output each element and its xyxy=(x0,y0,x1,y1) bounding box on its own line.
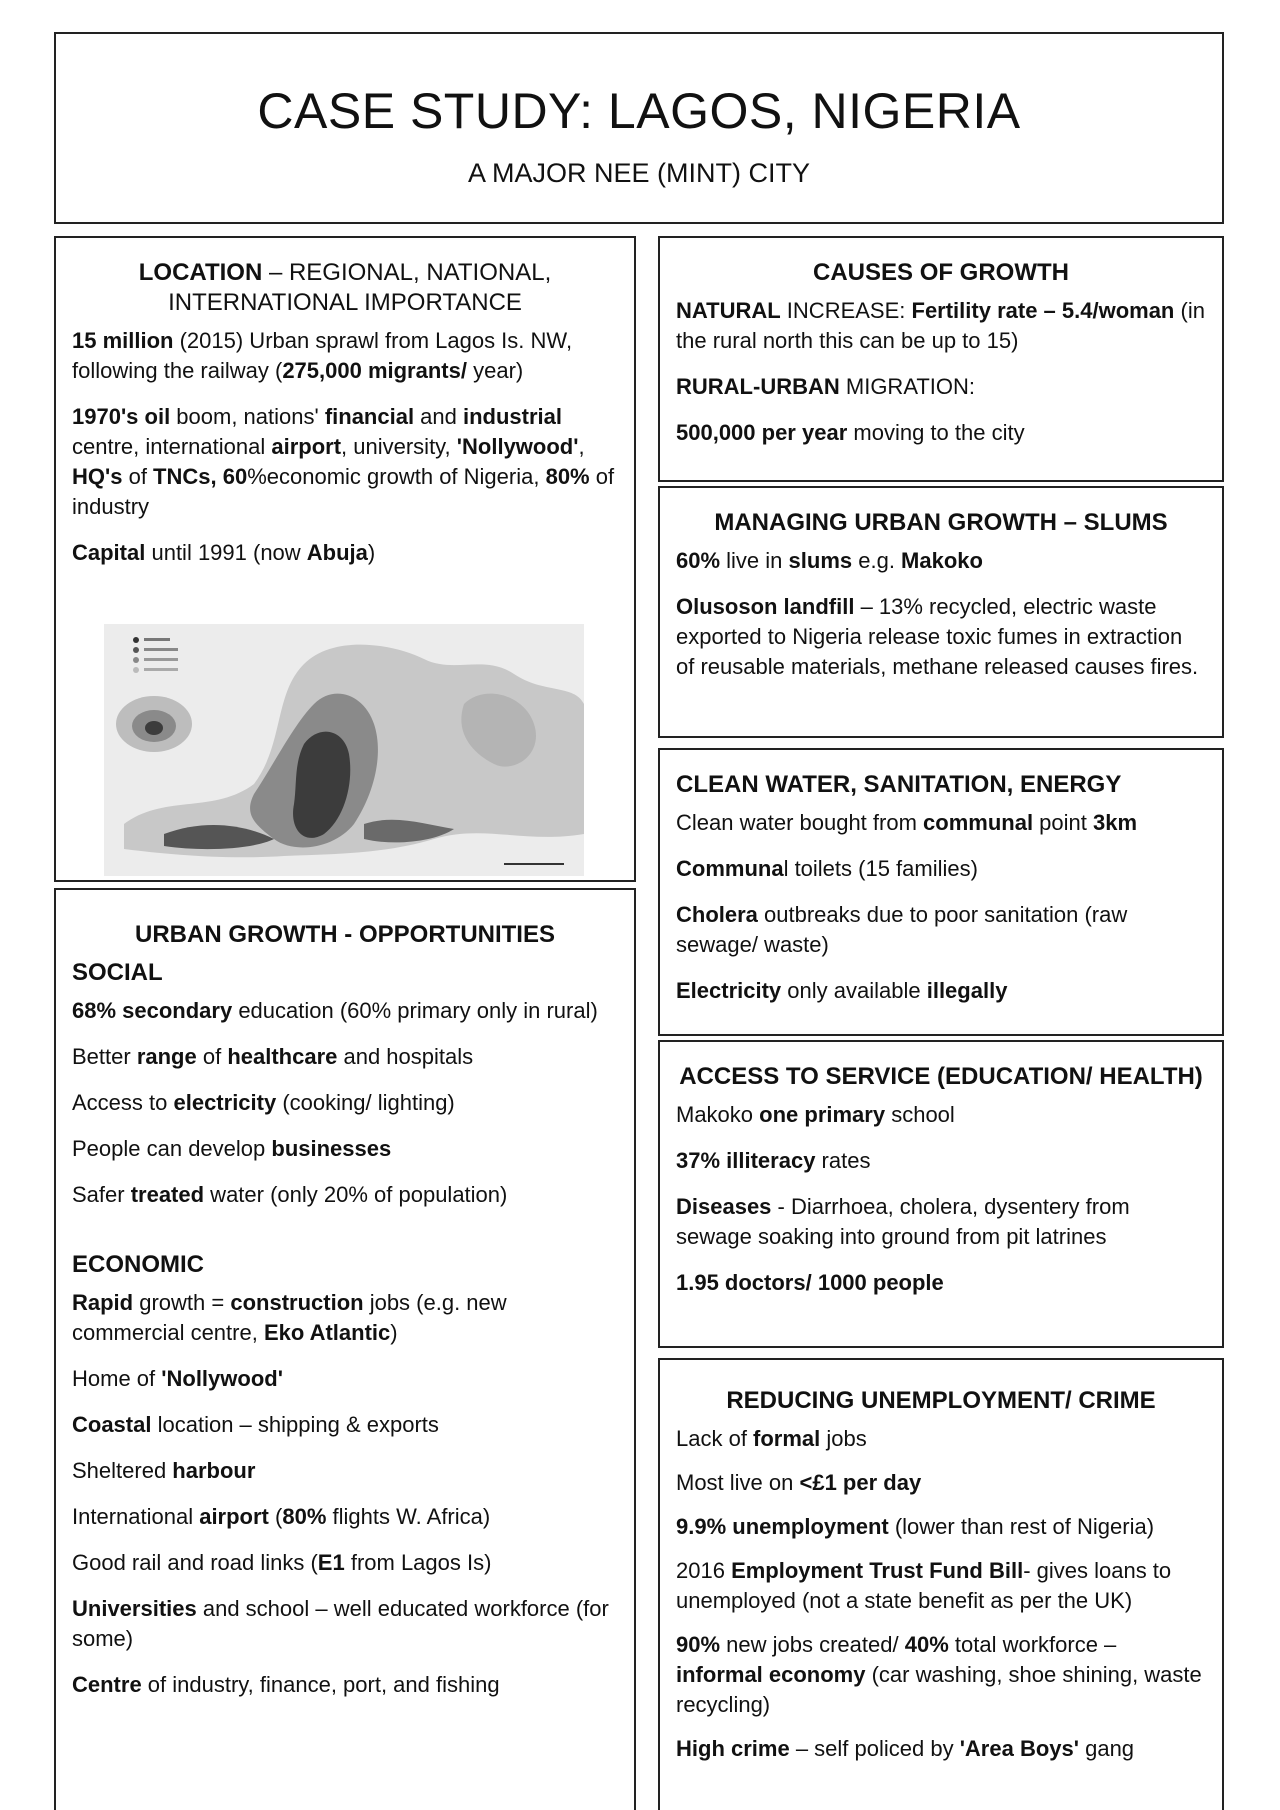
emphasis-text: RURAL-URBAN xyxy=(676,374,840,399)
title-box xyxy=(54,32,1224,224)
list-item xyxy=(676,546,1206,576)
body-text: gang xyxy=(1078,1736,1135,1761)
body-text: - Diarrhoea, cholera, dysentery from sewage soaking into ground from pit latrines xyxy=(676,1194,1130,1249)
lagos-map-image xyxy=(104,624,584,876)
emphasis-text: range xyxy=(136,1044,197,1069)
emphasis-text: Rapid xyxy=(72,1290,134,1315)
slums-section xyxy=(658,486,1224,738)
body-text: outbreaks due to poor sanitation (raw sewage/ waste) xyxy=(676,902,1128,957)
list-item xyxy=(676,854,1206,884)
emphasis-text: Coastal xyxy=(72,1412,152,1437)
body-text: of xyxy=(196,1044,228,1069)
list-item xyxy=(676,1424,1206,1454)
emphasis-text: 80% xyxy=(282,1504,327,1529)
location-paragraph xyxy=(72,402,618,522)
list-item xyxy=(72,1456,618,1486)
emphasis-text: 90% xyxy=(676,1632,721,1657)
body-text: from Lagos Is) xyxy=(344,1550,492,1575)
location-heading-rest: – REGIONAL, NATIONAL, INTERNATIONAL IMPORTANCE xyxy=(168,259,552,316)
body-text: Good rail and road links ( xyxy=(72,1550,318,1575)
emphasis-text: 3km xyxy=(1093,810,1138,835)
emphasis-text: NATURAL xyxy=(676,298,781,323)
water-section xyxy=(658,748,1224,1036)
emphasis-text: 68% secondary xyxy=(72,998,233,1023)
location-paragraph xyxy=(72,326,618,386)
body-text: new jobs created/ xyxy=(720,1632,905,1657)
emphasis-text: High crime xyxy=(676,1736,790,1761)
body-text: 2016 xyxy=(676,1558,732,1583)
body-text: Makoko xyxy=(676,1102,760,1127)
body-text: of industry, finance, port, and fishing xyxy=(141,1672,500,1697)
emphasis-text: 1.95 doctors/ 1000 people xyxy=(676,1270,944,1295)
location-heading xyxy=(72,258,618,318)
emphasis-text: 60 xyxy=(222,464,248,489)
body-text: growth = xyxy=(133,1290,231,1315)
emphasis-text: businesses xyxy=(271,1136,392,1161)
emphasis-text: 500,000 per year xyxy=(676,420,848,445)
body-text: total workforce – xyxy=(948,1632,1117,1657)
lagos-map xyxy=(104,624,584,876)
emphasis-text: Abuja xyxy=(306,540,368,565)
emphasis-text: 40% xyxy=(904,1632,949,1657)
economic-heading: ECONOMIC xyxy=(72,1251,204,1278)
body-text: moving to the city xyxy=(847,420,1025,445)
emphasis-text: healthcare xyxy=(227,1044,338,1069)
body-text: and hospitals xyxy=(337,1044,474,1069)
body-text: , xyxy=(578,434,585,459)
emphasis-text: 80% xyxy=(545,464,590,489)
unemployment-list xyxy=(676,1424,1206,1764)
opportunities-heading: URBAN GROWTH - OPPORTUNITIES xyxy=(135,921,555,948)
emphasis-text: 15 million xyxy=(72,328,174,353)
emphasis-text: 275,000 migrants/ xyxy=(282,358,467,383)
emphasis-text: one primary xyxy=(759,1102,886,1127)
emphasis-text: informal economy xyxy=(676,1662,866,1687)
body-text: MIGRATION: xyxy=(839,374,976,399)
body-text: Sheltered xyxy=(72,1458,173,1483)
list-item xyxy=(676,900,1206,960)
unemployment-section xyxy=(658,1358,1224,1810)
emphasis-text: formal xyxy=(753,1426,821,1451)
page-subtitle: A MAJOR NEE (MINT) CITY xyxy=(467,158,810,188)
list-item xyxy=(676,1512,1206,1542)
list-item xyxy=(72,1042,618,1072)
body-text: (2015) Urban sprawl from Lagos Is. NW, following the railway ( xyxy=(72,328,573,383)
body-text: school xyxy=(885,1102,955,1127)
body-text: and school – well educated workforce (for some) xyxy=(72,1596,609,1651)
water-list xyxy=(676,808,1206,1006)
body-text: jobs xyxy=(820,1426,867,1451)
emphasis-text: Universities xyxy=(72,1596,197,1621)
emphasis-text: airport xyxy=(199,1504,269,1529)
list-item xyxy=(72,1134,618,1164)
body-text: – 13% recycled, electric waste exported to Nigeria release toxic fumes in extraction of reusable materials, methane released causes fires. xyxy=(676,594,1199,679)
body-text: ) xyxy=(390,1320,398,1345)
emphasis-text: TNCs, xyxy=(153,464,217,489)
emphasis-text: industrial xyxy=(463,404,563,429)
emphasis-text: Electricity xyxy=(676,978,782,1003)
emphasis-text: Eko Atlantic xyxy=(263,1320,391,1345)
body-text: (in the rural north this can be up to 15) xyxy=(676,298,1205,353)
body-text: of xyxy=(122,464,154,489)
list-item xyxy=(676,1556,1206,1616)
emphasis-text: treated xyxy=(130,1182,205,1207)
emphasis-text: HQ's xyxy=(72,464,123,489)
body-text: (cooking/ lighting) xyxy=(276,1090,455,1115)
list-item xyxy=(676,296,1206,356)
body-text: Lack of xyxy=(676,1426,754,1451)
body-text: ( xyxy=(268,1504,283,1529)
emphasis-text: 9.9% unemployment xyxy=(676,1514,889,1539)
list-item xyxy=(676,372,1206,402)
emphasis-text: Fertility rate – 5.4/woman xyxy=(911,298,1175,323)
emphasis-text: harbour xyxy=(172,1458,256,1483)
emphasis-text: communal xyxy=(923,810,1034,835)
emphasis-text: 'Nollywood' xyxy=(456,434,579,459)
body-text: location – shipping & exports xyxy=(151,1412,439,1437)
list-item xyxy=(72,1364,618,1394)
body-text: – self policed by xyxy=(789,1736,960,1761)
body-text: of industry xyxy=(72,464,615,519)
emphasis-text: 'Area Boys' xyxy=(959,1736,1079,1761)
causes-heading: CAUSES OF GROWTH xyxy=(813,259,1069,286)
body-text: centre, international xyxy=(72,434,272,459)
emphasis-text: 1970's oil xyxy=(72,404,171,429)
opportunities-section xyxy=(54,888,636,1810)
body-text: education (60% primary only in rural) xyxy=(232,998,598,1023)
location-section xyxy=(54,236,636,882)
list-item xyxy=(72,1502,618,1532)
emphasis-text: E1 xyxy=(317,1550,345,1575)
list-item xyxy=(676,592,1206,682)
list-item xyxy=(72,996,618,1026)
body-text: International xyxy=(72,1504,200,1529)
access-list xyxy=(676,1100,1206,1298)
emphasis-text: illegally xyxy=(926,978,1008,1003)
list-item xyxy=(676,1146,1206,1176)
body-text: e.g. xyxy=(852,548,902,573)
body-text: point xyxy=(1033,810,1093,835)
list-item xyxy=(676,1192,1206,1252)
water-heading: CLEAN WATER, SANITATION, ENERGY xyxy=(676,771,1122,798)
emphasis-text: Olusoson landfill xyxy=(676,594,855,619)
list-item xyxy=(676,1734,1206,1764)
social-list xyxy=(72,996,618,1210)
emphasis-text: financial xyxy=(324,404,415,429)
slums-list xyxy=(676,546,1206,682)
emphasis-text: airport xyxy=(271,434,342,459)
list-item xyxy=(72,1670,618,1700)
access-heading: ACCESS TO SERVICE (EDUCATION/ HEALTH) xyxy=(679,1063,1203,1090)
body-text: only available xyxy=(781,978,927,1003)
body-text: People can develop xyxy=(72,1136,272,1161)
list-item xyxy=(72,1594,618,1654)
emphasis-text: construction xyxy=(230,1290,364,1315)
location-heading-bold: LOCATION xyxy=(138,259,263,286)
body-text: Home of xyxy=(72,1366,162,1391)
list-item xyxy=(72,1288,618,1348)
body-text: - gives loans to unemployed (not a state benefit as per the UK) xyxy=(676,1558,1172,1613)
body-text: rates xyxy=(815,1148,871,1173)
location-paragraph xyxy=(72,538,618,568)
list-item xyxy=(72,1548,618,1578)
emphasis-text: <£1 per day xyxy=(799,1470,922,1495)
list-item xyxy=(676,976,1206,1006)
list-item xyxy=(676,1100,1206,1130)
body-text: water (only 20% of population) xyxy=(204,1182,508,1207)
list-item xyxy=(72,1180,618,1210)
body-text: , university, xyxy=(341,434,457,459)
body-text: year) xyxy=(466,358,524,383)
body-text: %economic growth of Nigeria, xyxy=(247,464,546,489)
body-text: jobs (e.g. new commercial centre, xyxy=(72,1290,507,1345)
body-text: Clean water bought from xyxy=(676,810,924,835)
list-item xyxy=(72,1088,618,1118)
body-text: (car washing, shoe shining, waste recycling) xyxy=(676,1662,1202,1717)
emphasis-text: 37% illiteracy xyxy=(676,1148,816,1173)
body-text: ) xyxy=(367,540,376,565)
emphasis-text: Diseases xyxy=(676,1194,772,1219)
body-text: Access to xyxy=(72,1090,174,1115)
body-text: flights W. Africa) xyxy=(326,1504,491,1529)
unemployment-heading: REDUCING UNEMPLOYMENT/ CRIME xyxy=(726,1387,1156,1414)
body-text: Better xyxy=(72,1044,137,1069)
emphasis-text: electricity xyxy=(173,1090,277,1115)
body-text: (lower than rest of Nigeria) xyxy=(888,1514,1155,1539)
body-text: boom, nations' xyxy=(170,404,325,429)
causes-section xyxy=(658,236,1224,482)
body-text: live in xyxy=(720,548,789,573)
emphasis-text: Cholera xyxy=(676,902,758,927)
list-item xyxy=(676,808,1206,838)
emphasis-text: 'Nollywood' xyxy=(161,1366,283,1391)
body-text: Safer xyxy=(72,1182,131,1207)
body-text: Most live on xyxy=(676,1470,800,1495)
list-item xyxy=(676,1630,1206,1720)
emphasis-text: Capital xyxy=(72,540,146,565)
body-text: until 1991 (now xyxy=(145,540,307,565)
list-item xyxy=(676,1268,1206,1298)
list-item xyxy=(72,1410,618,1440)
emphasis-text: 60% xyxy=(676,548,721,573)
slums-heading: MANAGING URBAN GROWTH – SLUMS xyxy=(714,509,1168,536)
emphasis-text: slums xyxy=(788,548,853,573)
social-heading: SOCIAL xyxy=(72,959,163,986)
access-section xyxy=(658,1040,1224,1348)
emphasis-text: Communa xyxy=(676,856,784,881)
emphasis-text: Centre xyxy=(72,1672,142,1697)
list-item xyxy=(676,418,1206,448)
body-text: and xyxy=(414,404,463,429)
page-title: CASE STUDY: LAGOS, NIGERIA xyxy=(257,83,1021,139)
emphasis-text: Makoko xyxy=(901,548,983,573)
body-text: l toilets (15 families) xyxy=(783,856,978,881)
body-text: INCREASE: xyxy=(780,298,912,323)
emphasis-text: Employment Trust Fund Bill xyxy=(731,1558,1024,1583)
economic-list xyxy=(72,1288,618,1700)
list-item xyxy=(676,1468,1206,1498)
causes-list xyxy=(676,296,1206,448)
